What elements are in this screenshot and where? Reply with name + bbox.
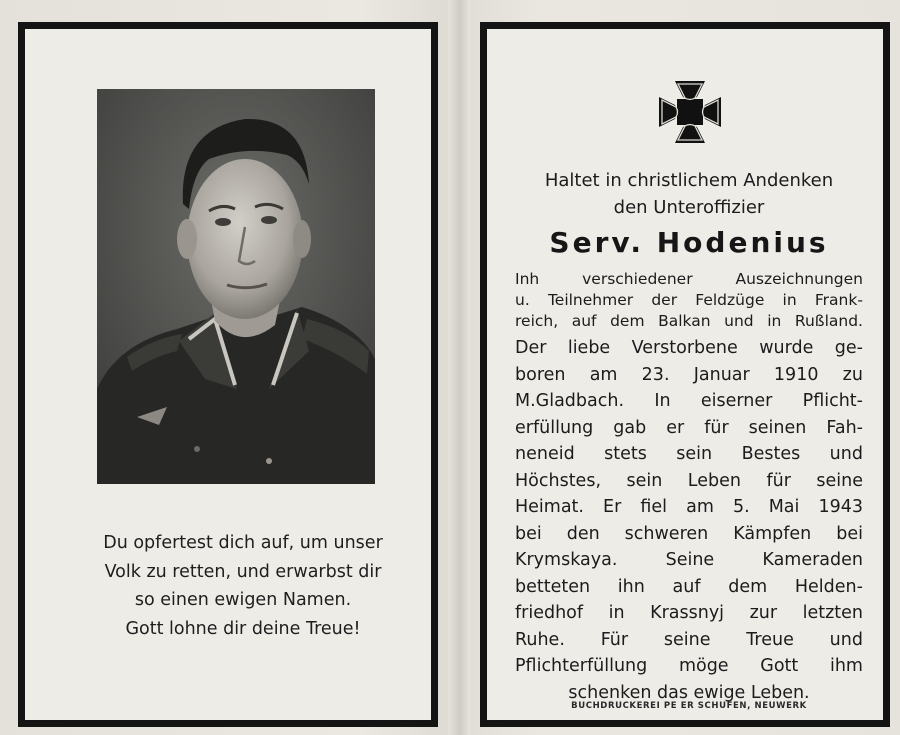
deceased-name: Serv. Hodenius [549, 226, 829, 259]
left-panel [18, 22, 438, 727]
poem-line: Volk zu retten, und erwarbst dir [104, 561, 382, 582]
obituary-line: Ruhe. Für seine Treue und [515, 629, 863, 650]
obituary-line: M.Gladbach. In eiserner Pflicht- [515, 391, 863, 411]
obituary-line: boren am 23. Januar 1910 zu [515, 364, 863, 385]
obituary-line: friedhof in Krassnyj zur letzten [515, 603, 863, 623]
portrait-photo [97, 89, 375, 484]
obituary-line: Pflichterfüllung möge Gott ihm [515, 656, 863, 676]
honors-line: reich, auf dem Balkan und in Rußland. [515, 312, 863, 330]
iron-cross-icon [657, 79, 723, 145]
intro-line: Haltet in christlichem Andenken [544, 170, 834, 191]
intro-text [515, 167, 863, 221]
obituary-line: Höchstes, sein Leben für seine [515, 470, 863, 491]
obituary-line: schenken das ewige Leben. [568, 682, 810, 703]
right-panel [480, 22, 890, 727]
obituary-line: Heimat. Er fiel am 5. Mai 1943 [515, 497, 863, 517]
obituary-line: betteten ihn auf dem Helden- [515, 576, 863, 597]
obituary-line: erfüllung gab er für seinen Fah- [515, 417, 863, 438]
poem-line: Du opfertest dich auf, um unser [103, 533, 383, 553]
honors-text [515, 269, 863, 332]
poem-line: Gott lohne dir deine Treue! [125, 618, 361, 639]
printer-imprint: BUCHDRUCKEREI PE ER SCHUFEN, NEUWERK [571, 701, 807, 711]
obituary-line: Der liebe Verstorbene wurde ge- [515, 338, 863, 358]
obituary-line: neneid stets sein Bestes und [515, 444, 863, 464]
obituary-line: Krymskaya. Seine Kameraden [515, 550, 863, 570]
poem [83, 529, 403, 643]
honors-line: Inh verschiedener Auszeichnungen [515, 270, 863, 288]
obituary-text [515, 335, 863, 706]
honors-line: u. Teilnehmer der Feldzüge in Frank- [515, 291, 863, 309]
card-fold [448, 0, 470, 735]
obituary-line: bei den schweren Kämpfen bei [515, 523, 863, 544]
intro-line: den Unteroffizier [613, 197, 765, 218]
poem-line: so einen ewigen Namen. [134, 590, 352, 610]
